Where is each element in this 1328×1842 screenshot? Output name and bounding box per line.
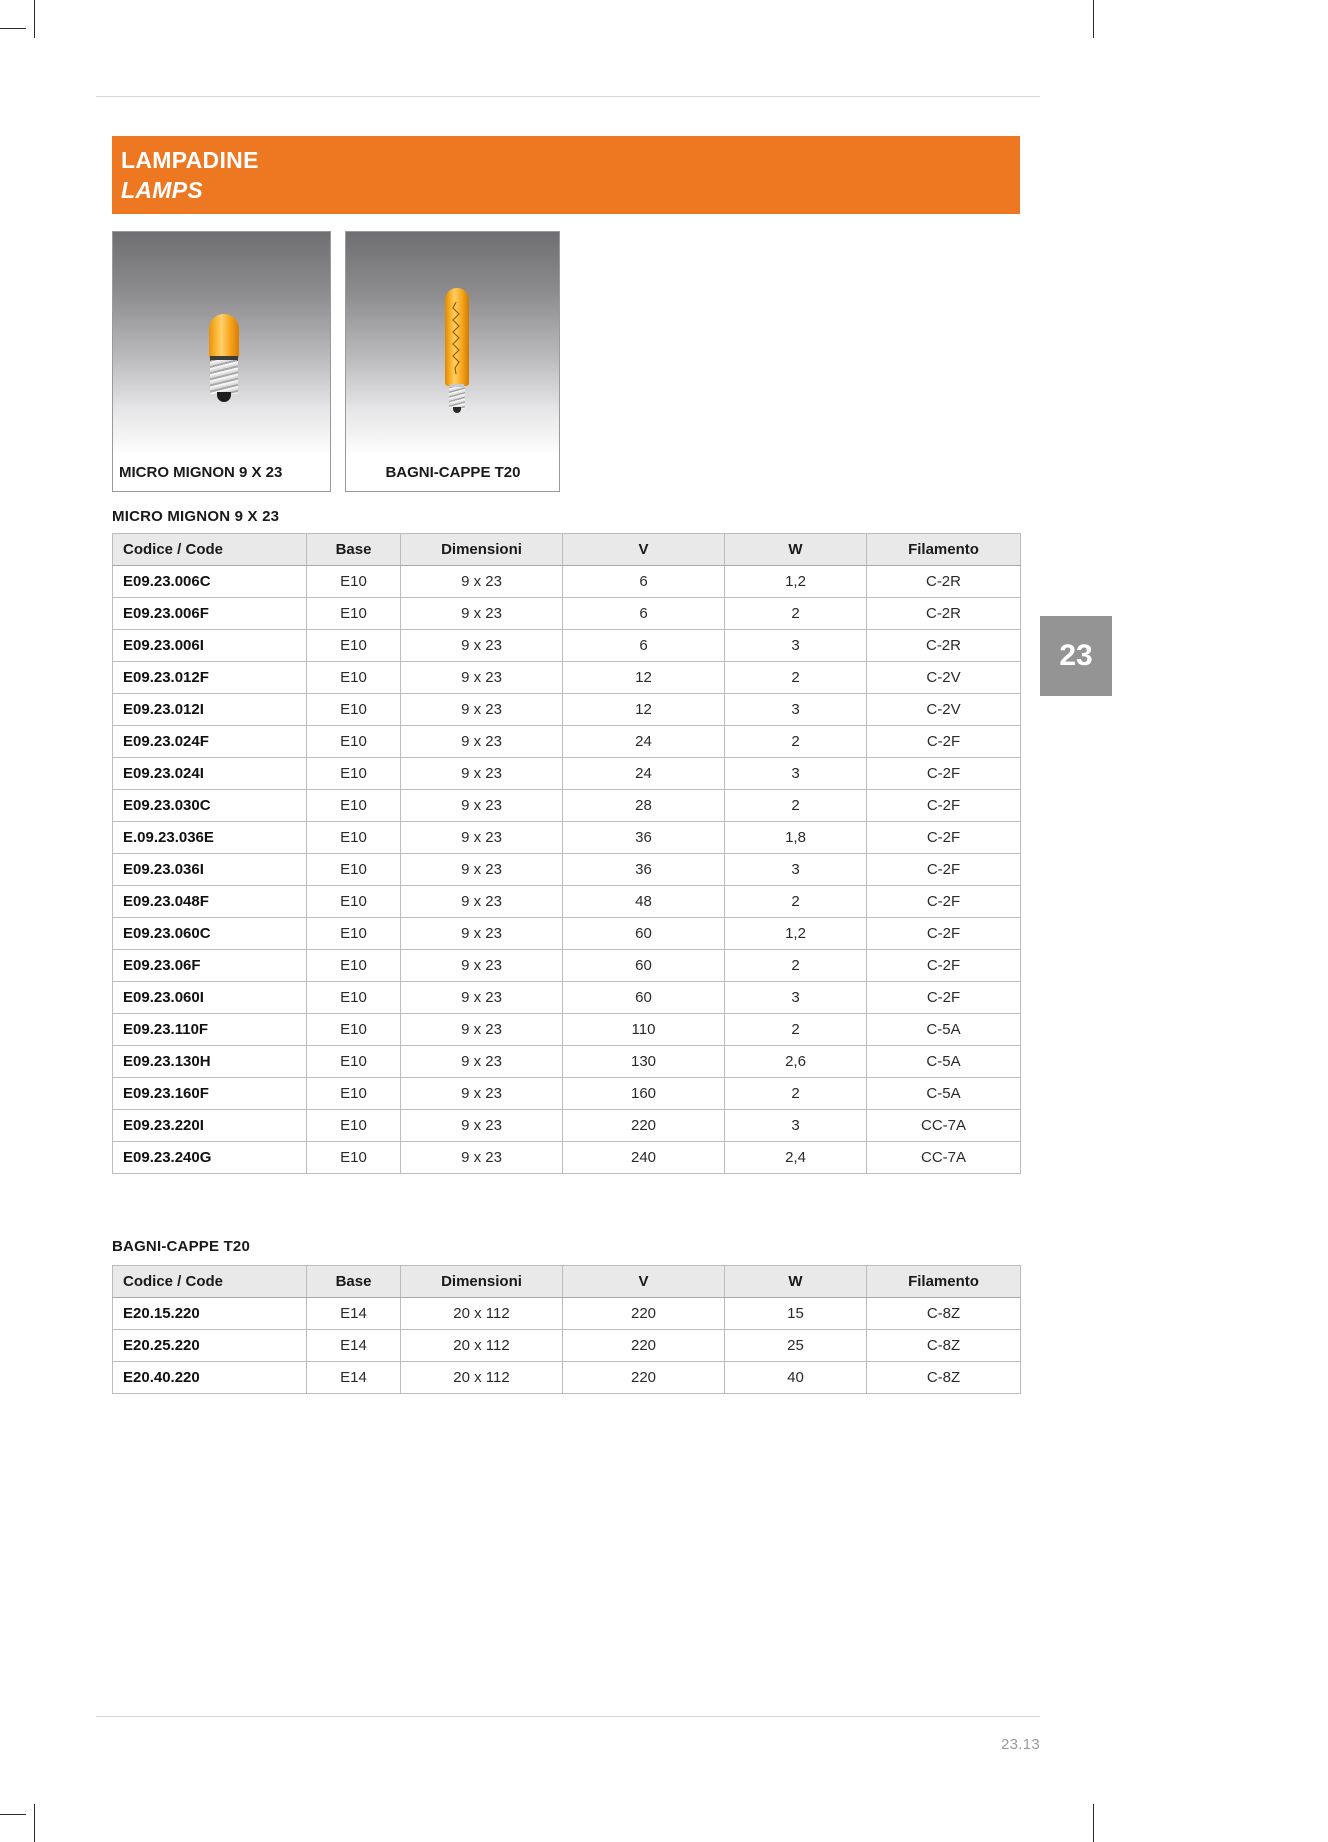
cell-dimensions: 9 x 23 (401, 950, 563, 982)
cell-dimensions: 9 x 23 (401, 758, 563, 790)
column-header-base: Base (307, 1266, 401, 1298)
cell-base: E14 (307, 1362, 401, 1394)
cell-dimensions: 9 x 23 (401, 566, 563, 598)
cell-code: E09.23.036I (113, 854, 307, 886)
cell-filament: C-2F (867, 822, 1021, 854)
product-thumbnail-strip (112, 231, 570, 492)
tubular-bulb-icon (346, 232, 559, 454)
cell-wattage: 2 (725, 886, 867, 918)
cell-filament: C-2V (867, 694, 1021, 726)
crop-mark-top-left-h (0, 28, 26, 29)
cell-base: E10 (307, 790, 401, 822)
section-title-micro-mignon: MICRO MIGNON 9 X 23 (112, 508, 280, 525)
cell-code: E09.23.006I (113, 630, 307, 662)
cell-base: E10 (307, 662, 401, 694)
table-row (113, 630, 1021, 662)
cell-dimensions: 9 x 23 (401, 790, 563, 822)
cell-dimensions: 9 x 23 (401, 886, 563, 918)
section-title-bagni-cappe: BAGNI-CAPPE T20 (112, 1238, 251, 1255)
cell-voltage: 6 (563, 566, 725, 598)
cell-wattage: 3 (725, 854, 867, 886)
cell-wattage: 3 (725, 982, 867, 1014)
table-row (113, 726, 1021, 758)
cell-voltage: 24 (563, 758, 725, 790)
banner-title-english: LAMPS (121, 177, 203, 203)
cell-wattage: 2 (725, 662, 867, 694)
cell-dimensions: 9 x 23 (401, 1014, 563, 1046)
spec-table-micro-mignon (112, 533, 1021, 1174)
cell-wattage: 2 (725, 726, 867, 758)
cell-filament: C-2R (867, 598, 1021, 630)
cell-base: E10 (307, 1142, 401, 1174)
cell-dimensions: 20 x 112 (401, 1330, 563, 1362)
cell-filament: C-2F (867, 790, 1021, 822)
table-row (113, 1330, 1021, 1362)
cell-dimensions: 20 x 112 (401, 1362, 563, 1394)
cell-base: E10 (307, 950, 401, 982)
column-header-code: Codice / Code (113, 1266, 307, 1298)
spec-table-bagni-cappe (112, 1265, 1021, 1394)
cell-voltage: 60 (563, 918, 725, 950)
cell-base: E10 (307, 1046, 401, 1078)
cell-wattage: 2 (725, 598, 867, 630)
cell-voltage: 36 (563, 822, 725, 854)
cell-wattage: 2,6 (725, 1046, 867, 1078)
table-row (113, 1014, 1021, 1046)
table-row (113, 1046, 1021, 1078)
cell-dimensions: 9 x 23 (401, 630, 563, 662)
cell-code: E09.23.060I (113, 982, 307, 1014)
cell-base: E10 (307, 1110, 401, 1142)
column-header-filament: Filamento (867, 1266, 1021, 1298)
cell-code: E09.23.006C (113, 566, 307, 598)
table-header-row (113, 534, 1021, 566)
table-row (113, 950, 1021, 982)
cell-dimensions: 9 x 23 (401, 662, 563, 694)
cell-voltage: 6 (563, 630, 725, 662)
cell-filament: C-2R (867, 630, 1021, 662)
table-row (113, 1078, 1021, 1110)
cell-code: E09.23.024F (113, 726, 307, 758)
cell-base: E14 (307, 1330, 401, 1362)
crop-mark-top-right (1093, 0, 1094, 38)
table-row (113, 1142, 1021, 1174)
table-row (113, 598, 1021, 630)
cell-dimensions: 9 x 23 (401, 598, 563, 630)
cell-base: E14 (307, 1298, 401, 1330)
page-folio: 23.13 (1000, 1736, 1040, 1753)
cell-wattage: 1,2 (725, 566, 867, 598)
cell-base: E10 (307, 822, 401, 854)
cell-code: E09.23.024I (113, 758, 307, 790)
cell-voltage: 130 (563, 1046, 725, 1078)
cell-filament: C-2F (867, 726, 1021, 758)
cell-dimensions: 9 x 23 (401, 694, 563, 726)
cell-voltage: 240 (563, 1142, 725, 1174)
cell-voltage: 12 (563, 694, 725, 726)
cell-dimensions: 9 x 23 (401, 1142, 563, 1174)
cell-base: E10 (307, 886, 401, 918)
micro-mignon-bulb-icon (113, 232, 330, 454)
cell-base: E10 (307, 1014, 401, 1046)
table-row (113, 758, 1021, 790)
section-banner (112, 136, 1020, 214)
cell-wattage: 25 (725, 1330, 867, 1362)
table-row (113, 1362, 1021, 1394)
cell-voltage: 160 (563, 1078, 725, 1110)
cell-filament: C-8Z (867, 1362, 1021, 1394)
cell-voltage: 60 (563, 950, 725, 982)
cell-voltage: 220 (563, 1110, 725, 1142)
table-header-row (113, 1266, 1021, 1298)
cell-code: E09.23.060C (113, 918, 307, 950)
table-row (113, 982, 1021, 1014)
column-header-code: Codice / Code (113, 534, 307, 566)
cell-code: E09.23.130H (113, 1046, 307, 1078)
cell-dimensions: 9 x 23 (401, 822, 563, 854)
cell-code: E09.23.110F (113, 1014, 307, 1046)
cell-code: E20.15.220 (113, 1298, 307, 1330)
cell-code: E09.23.006F (113, 598, 307, 630)
cell-filament: C-2V (867, 662, 1021, 694)
table-row (113, 694, 1021, 726)
cell-filament: C-2F (867, 950, 1021, 982)
table-row (113, 790, 1021, 822)
table-row (113, 566, 1021, 598)
column-header-dimensions: Dimensioni (401, 534, 563, 566)
cell-filament: C-2F (867, 854, 1021, 886)
cell-wattage: 1,8 (725, 822, 867, 854)
cell-wattage: 15 (725, 1298, 867, 1330)
column-header-filament: Filamento (867, 534, 1021, 566)
cell-wattage: 3 (725, 630, 867, 662)
table-row (113, 822, 1021, 854)
column-header-voltage: V (563, 534, 725, 566)
cell-filament: C-2F (867, 918, 1021, 950)
cell-filament: CC-7A (867, 1142, 1021, 1174)
cell-wattage: 1,2 (725, 918, 867, 950)
cell-code: E09.23.048F (113, 886, 307, 918)
chapter-tab: 23 (1040, 616, 1112, 696)
cell-wattage: 2 (725, 1078, 867, 1110)
column-header-wattage: W (725, 1266, 867, 1298)
thumbnail-caption: MICRO MIGNON 9 X 23 (113, 454, 330, 491)
cell-code: E20.25.220 (113, 1330, 307, 1362)
cell-filament: C-5A (867, 1014, 1021, 1046)
cell-code: E09.23.06F (113, 950, 307, 982)
cell-dimensions: 9 x 23 (401, 1110, 563, 1142)
column-header-wattage: W (725, 534, 867, 566)
cell-base: E10 (307, 982, 401, 1014)
cell-dimensions: 9 x 23 (401, 982, 563, 1014)
cell-code: E09.23.240G (113, 1142, 307, 1174)
cell-dimensions: 20 x 112 (401, 1298, 563, 1330)
cell-filament: C-8Z (867, 1298, 1021, 1330)
cell-dimensions: 9 x 23 (401, 1078, 563, 1110)
cell-voltage: 36 (563, 854, 725, 886)
table-row (113, 662, 1021, 694)
cell-wattage: 2,4 (725, 1142, 867, 1174)
cell-dimensions: 9 x 23 (401, 726, 563, 758)
cell-code: E20.40.220 (113, 1362, 307, 1394)
cell-code: E09.23.220I (113, 1110, 307, 1142)
cell-voltage: 24 (563, 726, 725, 758)
cell-wattage: 2 (725, 790, 867, 822)
column-header-dimensions: Dimensioni (401, 1266, 563, 1298)
cell-dimensions: 9 x 23 (401, 918, 563, 950)
cell-filament: CC-7A (867, 1110, 1021, 1142)
cell-base: E10 (307, 566, 401, 598)
product-thumbnail-micro-mignon[interactable] (112, 231, 331, 492)
cell-base: E10 (307, 598, 401, 630)
cell-wattage: 2 (725, 1014, 867, 1046)
thumbnail-caption: BAGNI-CAPPE T20 (346, 454, 559, 491)
cell-voltage: 28 (563, 790, 725, 822)
cell-wattage: 3 (725, 758, 867, 790)
table-row (113, 1298, 1021, 1330)
header-rule (96, 96, 1040, 97)
column-header-base: Base (307, 534, 401, 566)
crop-mark-bottom-left (34, 1804, 35, 1842)
cell-voltage: 48 (563, 886, 725, 918)
cell-filament: C-5A (867, 1046, 1021, 1078)
cell-voltage: 60 (563, 982, 725, 1014)
crop-mark-bottom-left-h (0, 1814, 26, 1815)
cell-code: E09.23.160F (113, 1078, 307, 1110)
footer-rule (96, 1716, 1040, 1717)
cell-code: E.09.23.036E (113, 822, 307, 854)
crop-mark-top-left (34, 0, 35, 38)
cell-filament: C-5A (867, 1078, 1021, 1110)
cell-voltage: 220 (563, 1330, 725, 1362)
cell-filament: C-2R (867, 566, 1021, 598)
cell-code: E09.23.012F (113, 662, 307, 694)
cell-wattage: 3 (725, 1110, 867, 1142)
cell-base: E10 (307, 726, 401, 758)
cell-dimensions: 9 x 23 (401, 854, 563, 886)
cell-dimensions: 9 x 23 (401, 1046, 563, 1078)
table-row (113, 886, 1021, 918)
cell-base: E10 (307, 630, 401, 662)
cell-base: E10 (307, 854, 401, 886)
banner-title-italian: LAMPADINE (121, 147, 259, 173)
cell-wattage: 40 (725, 1362, 867, 1394)
cell-code: E09.23.012I (113, 694, 307, 726)
product-thumbnail-bagni-cappe[interactable] (345, 231, 560, 492)
cell-filament: C-8Z (867, 1330, 1021, 1362)
cell-base: E10 (307, 918, 401, 950)
crop-mark-bottom-right (1093, 1804, 1094, 1842)
filament-coil-icon (452, 302, 461, 374)
cell-wattage: 2 (725, 950, 867, 982)
cell-wattage: 3 (725, 694, 867, 726)
cell-voltage: 110 (563, 1014, 725, 1046)
table-row (113, 918, 1021, 950)
cell-filament: C-2F (867, 758, 1021, 790)
column-header-voltage: V (563, 1266, 725, 1298)
cell-filament: C-2F (867, 886, 1021, 918)
cell-base: E10 (307, 758, 401, 790)
cell-filament: C-2F (867, 982, 1021, 1014)
cell-base: E10 (307, 694, 401, 726)
cell-voltage: 12 (563, 662, 725, 694)
table-row (113, 1110, 1021, 1142)
cell-code: E09.23.030C (113, 790, 307, 822)
table-row (113, 854, 1021, 886)
cell-voltage: 6 (563, 598, 725, 630)
cell-base: E10 (307, 1078, 401, 1110)
cell-voltage: 220 (563, 1362, 725, 1394)
cell-voltage: 220 (563, 1298, 725, 1330)
